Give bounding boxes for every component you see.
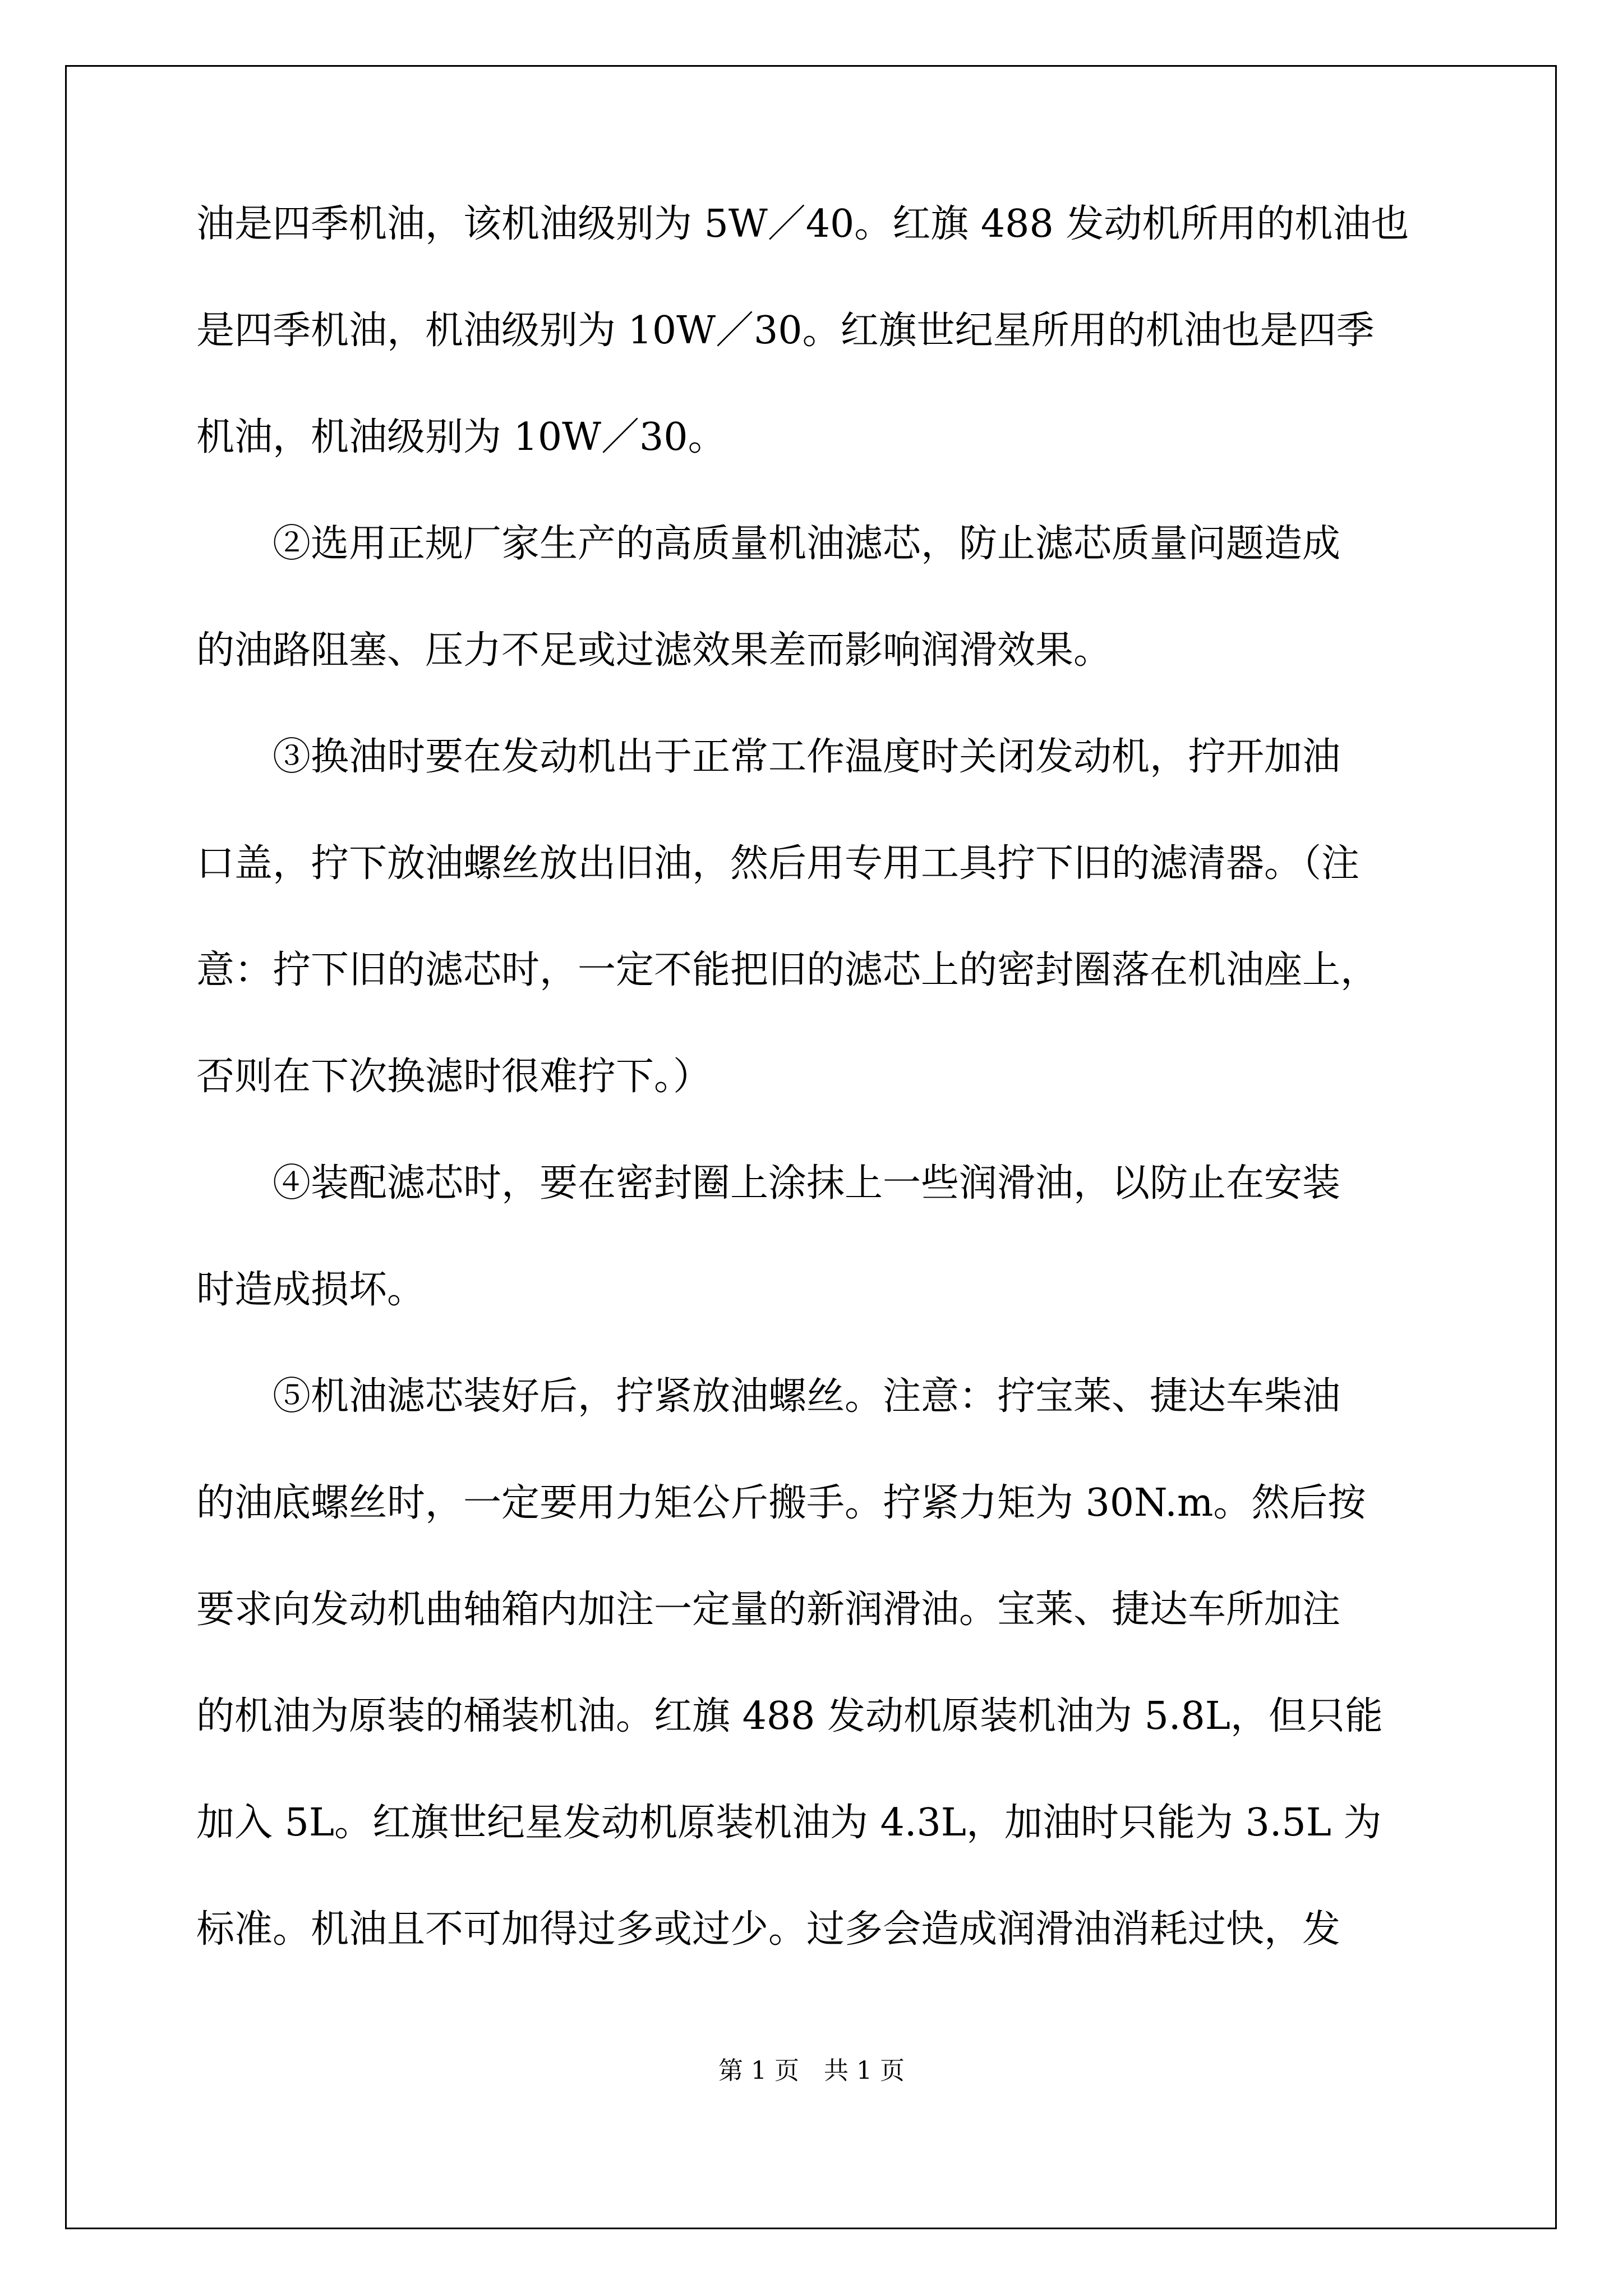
text-line: 是四季机油，机油级别为 10W／30。红旗世纪星所用的机油也是四季	[196, 309, 1375, 353]
page-number-footer: 第 1 页 共 1 页	[718, 2056, 905, 2085]
text-line: 的油底螺丝时，一定要用力矩公斤搬手。拧紧力矩为 30N.m。然后按	[196, 1481, 1366, 1525]
text-line: 口盖，拧下放油螺丝放出旧油，然后用专用工具拧下旧的滤清器。（注	[196, 841, 1360, 886]
text-line: 时造成损坏。	[196, 1268, 426, 1312]
text-line: 要求向发动机曲轴箱内加注一定量的新润滑油。宝莱、捷达车所加注	[196, 1588, 1341, 1632]
text-line: 油是四季机油，该机油级别为 5W／40。红旗 488 发动机所用的机油也	[196, 202, 1409, 246]
text-line: 标准。机油且不可加得过多或过少。过多会造成润滑油消耗过快，发	[196, 1907, 1341, 1952]
text-line: 否则在下次换滤时很难拧下。）	[196, 1055, 712, 1099]
text-line: 的油路阻塞、压力不足或过滤效果差而影响润滑效果。	[196, 628, 1112, 673]
text-line: 的机油为原装的桶装机油。红旗 488 发动机原装机油为 5.8L，但只能	[196, 1694, 1383, 1738]
paragraph-start-line: ⑤机油滤芯装好后，拧紧放油螺丝。注意：拧宝莱、捷达车柴油	[273, 1374, 1341, 1419]
text-line: 加入 5L。红旗世纪星发动机原装机油为 4.3L，加油时只能为 3.5L 为	[196, 1801, 1382, 1845]
paragraph-start-line: ②选用正规厂家生产的高质量机油滤芯，防止滤芯质量问题造成	[273, 522, 1341, 566]
paragraph-start-line: ③换油时要在发动机出于正常工作温度时关闭发动机，拧开加油	[273, 735, 1341, 779]
paragraph-start-line: ④装配滤芯时，要在密封圈上涂抹上一些润滑油，以防止在安装	[273, 1161, 1341, 1205]
text-line: 机油，机油级别为 10W／30。	[196, 415, 726, 459]
text-line: 意：拧下旧的滤芯时，一定不能把旧的滤芯上的密封圈落在机油座上，	[196, 948, 1379, 992]
